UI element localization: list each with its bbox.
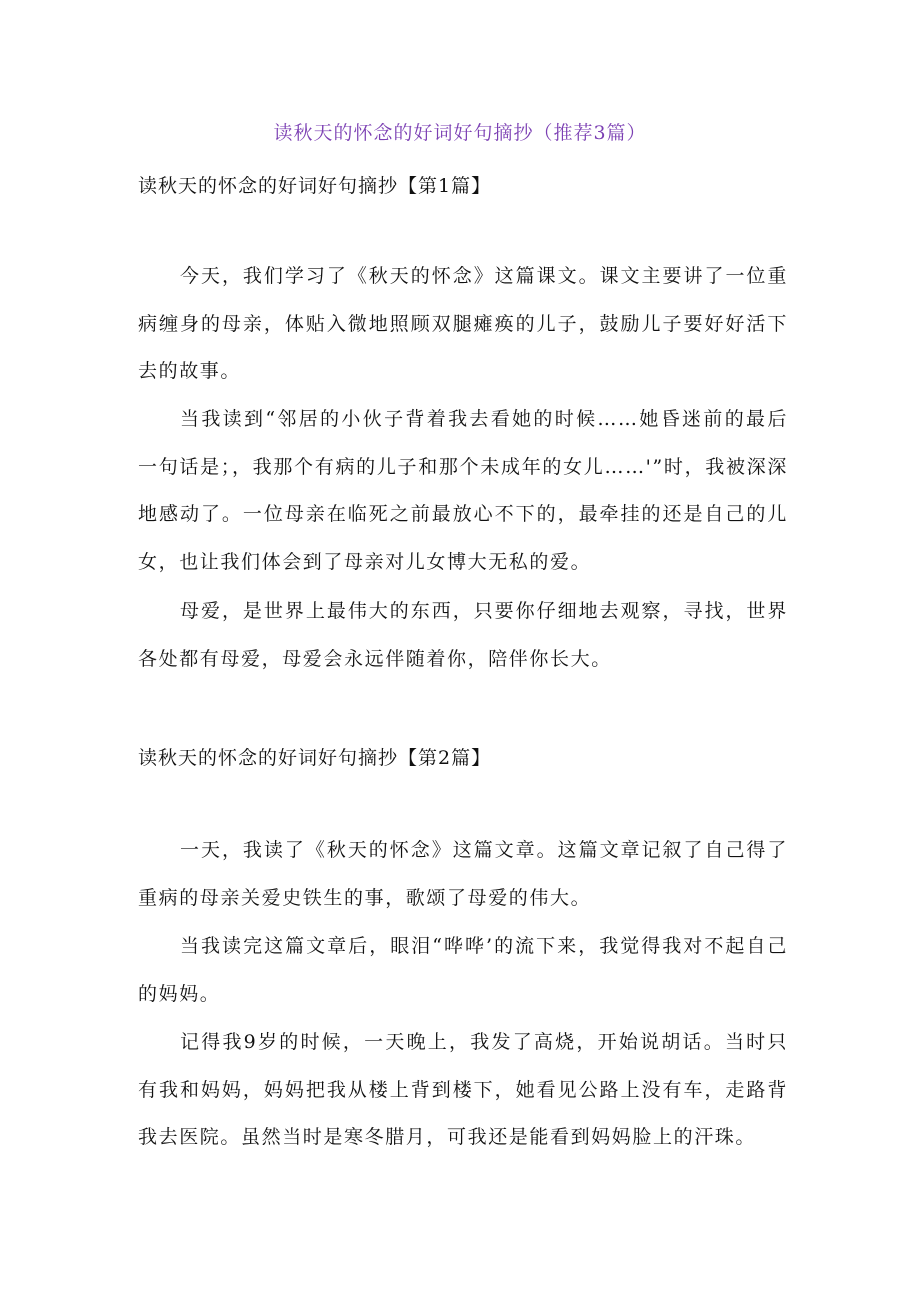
- section-2-paragraph-2: 当我读完这篇文章后，眼泪“哗哗’的流下来，我觉得我对不起自己的妈妈。: [138, 935, 788, 1005]
- section-heading-2: 读秋天的怀念的好词好句摘抄【第2篇】: [138, 747, 492, 769]
- section-heading-1: 读秋天的怀念的好词好句摘抄【第1篇】: [138, 175, 492, 197]
- section-1-paragraph-1: 今天，我们学习了《秋天的怀念》这篇课文。课文主要讲了一位重病缠身的母亲，体贴入微地照顾双腿瘫痪的儿子，鼓励儿子要好好活下去的故事。: [138, 265, 788, 382]
- section-1-paragraph-2: 当我读到“邻居的小伙子背着我去看她的时候……她昏迷前的最后一句话是；，我那个有病的儿子和那个未成年的女儿……'”时，我被深深地感动了。一位母亲在临死之前最放心不下的，最牵挂的还是自己的儿女，也让我们体会到了母亲对儿女博大无私的爱。: [138, 408, 788, 573]
- section-2-paragraph-1: 一天，我读了《秋天的怀念》这篇文章。这篇文章记叙了自己得了重病的母亲关爱史铁生的事，歌颂了母爱的伟大。: [138, 839, 788, 909]
- document-title: 读秋天的怀念的好词好句摘抄（推荐3篇）: [273, 122, 647, 144]
- section-2-paragraph-3: 记得我9岁的时候，一天晚上，我发了高烧，开始说胡话。当时只有我和妈妈，妈妈把我从楼上背到楼下，她看见公路上没有车，走路背我去医院。虽然当时是寒冬腊月，可我还是能看到妈妈脸上的汗珠。: [138, 1031, 788, 1148]
- section-1-paragraph-3: 母爱，是世界上最伟大的东西，只要你仔细地去观察，寻找，世界各处都有母爱，母爱会永远伴随着你，陪伴你长大。: [138, 600, 788, 670]
